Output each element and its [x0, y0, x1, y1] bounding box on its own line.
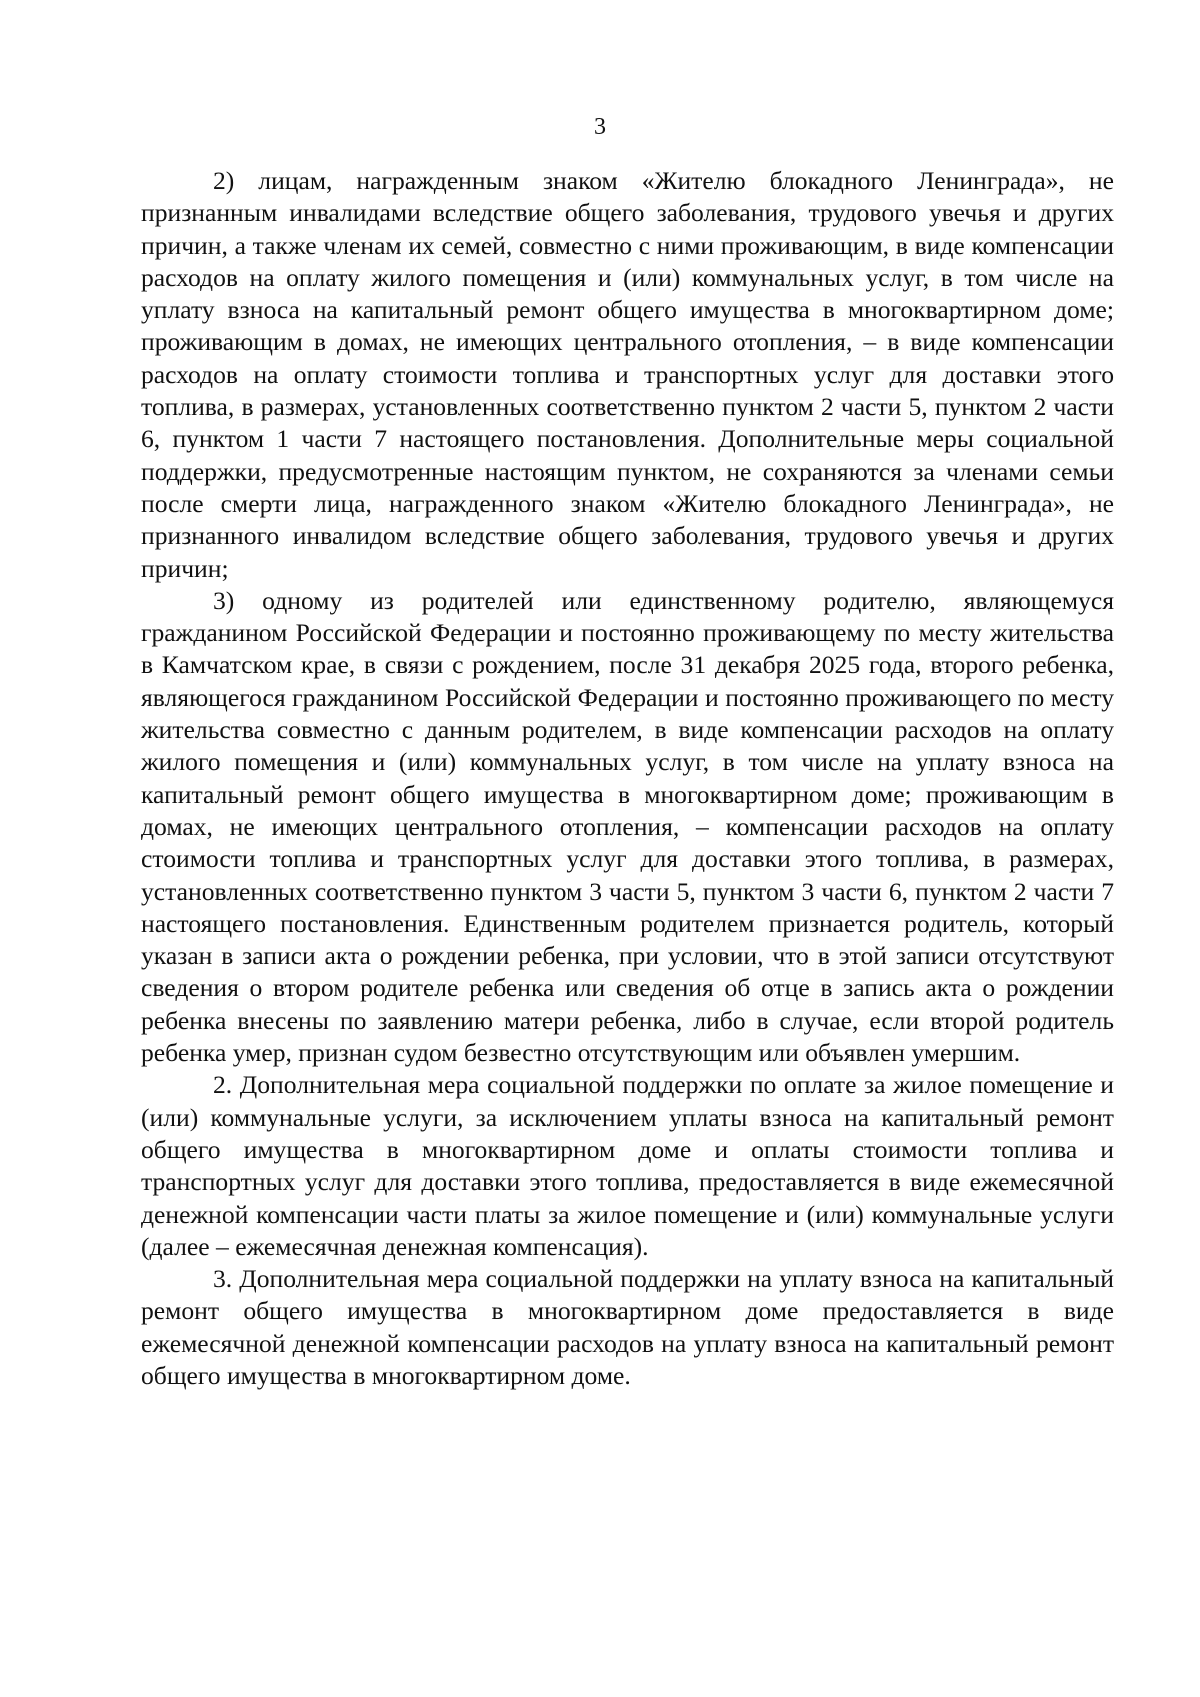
paragraph-item-3: 3) одному из родителей или единственному родителю, являющемуся гражданином Российской Федерации и постоянно проживающему по месту жительства в Камчатском крае, в связи с рождением, после 31 декабря 2025 года, второго ребенка, являющегося гражданином Российской Федерации и постоянно проживающего по месту жительства совместно с данным родителем, в виде компенсации расходов на оплату жилого помещения и (или) коммунальных услуг, в том числе на уплату взноса на капитальный ремонт общего имущества в многоквартирном доме; проживающим в домах, не имеющих центрального отопления, – компенсации расходов на оплату стоимости топлива и транспортных услуг для доставки этого топлива, в размерах, установленных соответственно пунктом 3 части 5, пунктом 3 части 6, пунктом 2 части 7 настоящего постановления. Единственным родителем признается родитель, который указан в записи акта о рождении ребенка, при условии, что в этой записи отсутствуют сведения о втором родителе ребенка или сведения об отце в запись акта о рождении ребенка внесены по заявлению матери ребенка, либо в случае, если второй родитель ребенка умер, признан судом безвестно отсутствующим или объявлен умершим.	[141, 585, 1114, 1068]
paragraph-item-2: 2) лицам, награжденным знаком «Жителю блокадного Ленинграда», не признанным инвалидами вследствие общего заболевания, трудового увечья и других причин, а также членам их семей, совместно с ними проживающим, в виде компенсации расходов на оплату жилого помещения и (или) коммунальных услуг, в том числе на уплату взноса на капитальный ремонт общего имущества в многоквартирном доме; проживающим в домах, не имеющих центрального отопления, – в виде компенсации расходов на оплату стоимости топлива и транспортных услуг для доставки этого топлива, в размерах, установленных соответственно пунктом 2 части 5, пунктом 2 части 6, пунктом 1 части 7 настоящего постановления. Дополнительные меры социальной поддержки, предусмотренные настоящим пунктом, не сохраняются за членами семьи после смерти лица, награжденного знаком «Жителю блокадного Ленинграда», не признанного инвалидом вследствие общего заболевания, трудового увечья и других причин;	[141, 166, 1114, 583]
paragraph-part-2: 2. Дополнительная мера социальной поддержки по оплате за жилое помещение и (или) коммунальные услуги, за исключением уплаты взноса на капитальный ремонт общего имущества в многоквартирном доме и оплаты стоимости топлива и транспортных услуг для доставки этого топлива, предоставляется в виде ежемесячной денежной компенсации части платы за жилое помещение и (или) коммунальные услуги (далее – ежемесячная денежная компенсация).	[141, 1070, 1114, 1261]
document-body	[141, 165, 1114, 1392]
paragraph-part-3: 3. Дополнительная мера социальной поддержки на уплату взноса на капитальный ремонт общего имущества в многоквартирном доме предоставляется в виде ежемесячной денежной компенсации расходов на уплату взноса на капитальный ремонт общего имущества в многоквартирном доме.	[141, 1264, 1114, 1390]
page-number: 3	[594, 114, 606, 140]
